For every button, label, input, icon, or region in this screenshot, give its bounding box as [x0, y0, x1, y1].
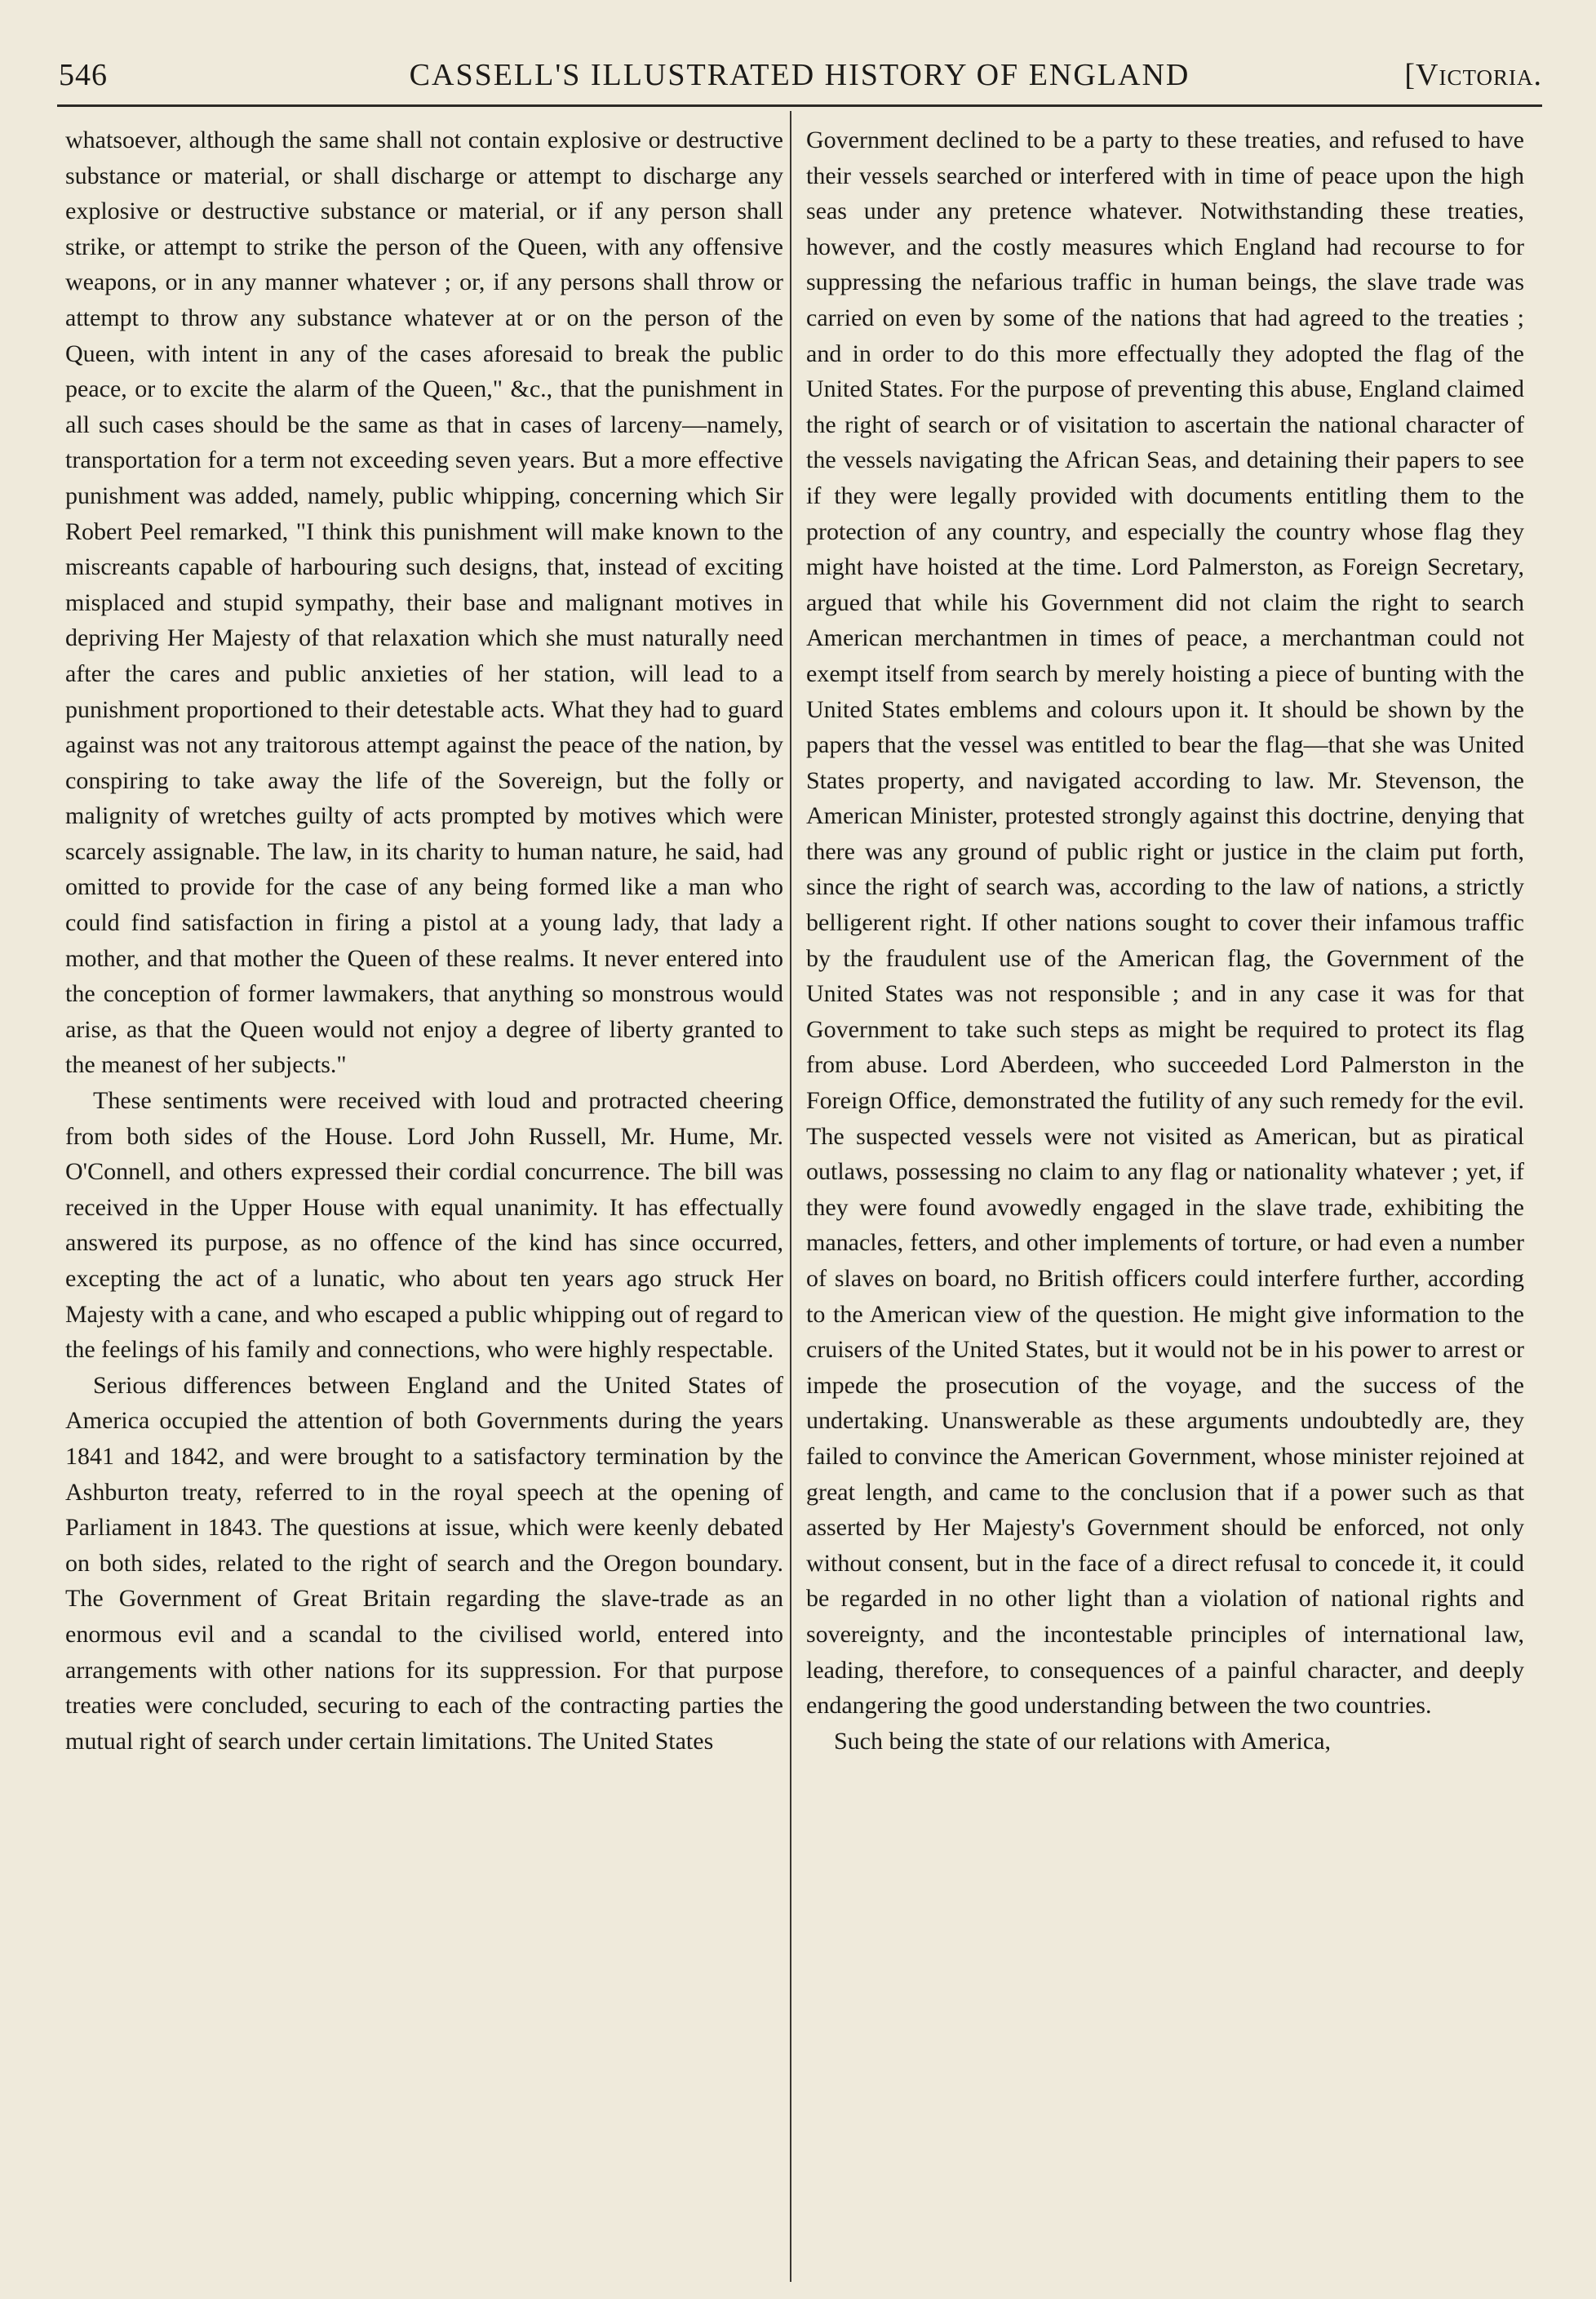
page-number: 546 [59, 58, 108, 92]
paragraph-government-declined: Government declined to be a party to these treaties, and refused to have their vessels searched or interfered with in time of peace upon the high seas under any pretence whatever. Notwithstanding these treaties, however, and the costly measures which England had recourse to for suppressing the nefarious traffic in human beings, the slave trade was carried on even by some of the nations that had agreed to the treaties ; and in order to do this more effectually they adopted the flag of the United States. For the purpose of preventing this abuse, England claimed the right of search or of visitation to ascertain the national character of the vessels navigating the African Seas, and detaining their papers to see if they were legally provided with documents entitling them to the protection of any country, and especially the country whose flag they might have hoisted at the time. Lord Palmerston, as Foreign Secretary, argued that while his Government did not claim the right to search American merchantmen in times of peace, a merchantman could not exempt itself from search by merely hoisting a piece of bunting with the United States emblems and colours upon it. It should be shown by the papers that the vessel was entitled to bear the flag—that she was United States property, and navigated according to law. Mr. Stevenson, the American Minister, protested strongly against this doctrine, denying that there was any ground of public right or justice in the claim put forth, since the right of search was, according to the law of nations, a strictly belligerent right. If other nations sought to cover their infamous traffic by the fraudulent use of the American flag, the Government of the United States was not responsible ; and in any case it was for that Government to take such steps as might be required to protect its flag from abuse. Lord Aberdeen, who succeeded Lord Palmerston in the Foreign Office, demonstrated the futility of any such remedy for the evil. The suspected vessels were not visited as American, but as piratical outlaws, possessing no claim to any flag or nationality whatever ; yet, if they were found avowedly engaged in the slave trade, exhibiting the manacles, fetters, and other implements of torture, or had even a number of slaves on board, no British officers could interfere further, according to the American view of the question. He might give information to the cruisers of the United States, but it would not be in his power to arrest or impede the prosecution of the voyage, and the success of the undertaking. Unanswerable as these arguments undoubtedly are, they failed to convince the American Government, whose minister rejoined at great length, and came to the conclusion that if a power such as that asserted by Her Majesty's Government should be enforced, not only without consent, but in the face of a direct refusal to concede it, it could be regarded in no other light than a violation of national rights and sovereignty, and the incontestable principles of international law, leading, therefore, to consequences of a painful character, and deeply endangering the good understanding between the two countries. [806, 126, 1524, 1720]
paragraph-such-being: Such being the state of our relations with America, [834, 1727, 1332, 1755]
paragraph-sentiments: These sentiments were received with loud and protracted cheering from both sides of the House. Lord John Russell, Mr. Hume, Mr. O'Connell, and others expressed their cordial concurrence. The bill was received in the Upper House with equal unanimity. It has effectually answered its purpose, as no offence of the kind has since occurred, excepting the act of a lunatic, who about ten years ago struck Her Majesty with a cane, and who escaped a public whipping out of regard to the feelings of his family and connections, who were highly respectable. [65, 1087, 783, 1364]
reign-label: [Victoria. [1404, 58, 1542, 92]
paragraph-continued: whatsoever, although the same shall not contain explosive or destructive substance or material, or shall discharge or attempt to discharge any explosive or destructive substance or material, or if any person shall strike, or attempt to strike the person of the Queen, with any offensive weapons, or in any manner whatever ; or, if any persons shall throw or attempt to throw any substance whatever at or on the person of the Queen, with intent in any of the cases aforesaid to break the public peace, or to excite the alarm of the Queen," &c., that the punishment in all such cases should be the same as that in cases of larceny—namely, transportation for a term not exceeding seven years. But a more effective punishment was added, namely, public whipping, concerning which Sir Robert Peel remarked, "I think this punishment will make known to the miscreants capable of harbouring such designs, that, instead of exciting misplaced and stupid sympathy, their base and malignant motives in depriving Her Majesty of that relaxation which she must naturally need after the cares and public anxieties of her station, will lead to a punishment proportioned to their detestable acts. What they had to guard against was not any traitorous attempt against the peace of the nation, by conspiring to take away the life of the Sovereign, but the folly or malignity of wretches guilty of acts prompted by motives which were scarcely assignable. The law, in its charity to human nature, he said, had omitted to provide for the case of any being formed like a man who could find satisfaction in firing a pistol at a young lady, that lady a mother, and that mother the Queen of these realms. It never entered into the conception of former lawmakers, that anything so monstrous would arise, as that the Queen would not enjoy a degree of liberty granted to the meanest of her subjects." [65, 126, 783, 1079]
running-header [57, 52, 1542, 98]
header-rule [57, 104, 1542, 107]
paragraph-serious-differences: Serious differences between England and the United States of America occupied the attention of both Governments during the years 1841 and 1842, and were brought to a satisfactory termination by the Ashburton treaty, referred to in the royal speech at the opening of Parliament in 1843. The questions at issue, which were keenly debated on both sides, related to the right of search and the Oregon boundary. The Government of Great Britain regarding the slave-trade as an enormous evil and a scandal to the civilised world, entered into arrangements with other nations for its suppression. For that purpose treaties were concluded, securing to each of the contracting parties the mutual right of search under certain limitations. The United States [65, 1371, 783, 1755]
running-title: CASSELL'S ILLUSTRATED HISTORY OF ENGLAND [409, 58, 1190, 92]
right-column [806, 122, 1524, 2285]
column-divider [790, 111, 791, 2282]
left-column [65, 122, 783, 2285]
